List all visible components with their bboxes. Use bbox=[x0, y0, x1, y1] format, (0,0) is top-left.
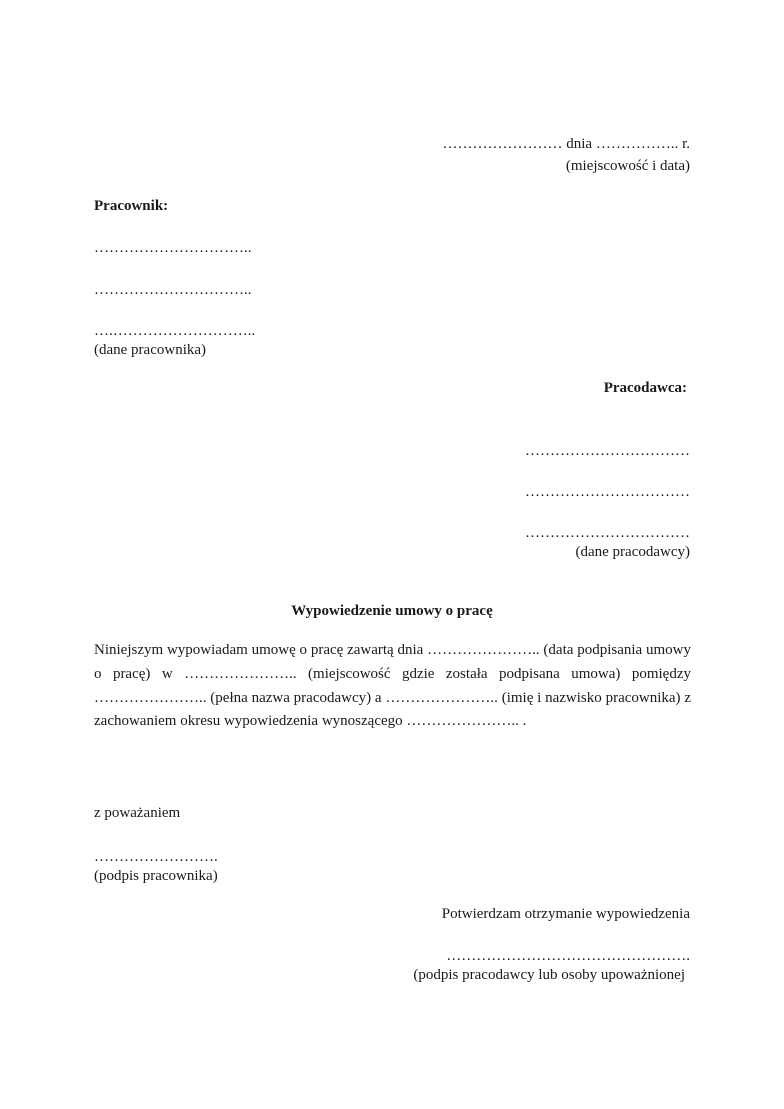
employer-signature-caption: (podpis pracodawcy lub osoby upoważnionej bbox=[413, 967, 685, 983]
employee-heading: Pracownik: bbox=[94, 198, 169, 214]
employee-line-3: ….……………………….. bbox=[94, 323, 256, 339]
employee-caption: (dane pracownika) bbox=[94, 342, 207, 358]
employee-line-2: ………………………….. bbox=[94, 282, 252, 298]
place-date-line: …………………… dnia …………….. r. bbox=[442, 136, 690, 152]
employee-line-1: ………………………….. bbox=[94, 240, 252, 256]
employer-line-3: …………………………… bbox=[525, 525, 690, 541]
place-date-caption: (miejscowość i data) bbox=[565, 158, 690, 174]
closing-greeting: z poważaniem bbox=[94, 805, 181, 821]
employee-signature-line: ……………………. bbox=[94, 849, 218, 865]
document-body: Niniejszym wypowiadam umowę o pracę zawartą dnia ………………….. (data podpisania umowy o pracę) w ………………….. (miejscowość gdzie została podpisana umowa) pomiędzy ………………….. (pełna nazwa pracodawcy) a ………………….. (imię i nazwisko pracownika) z zachowaniem okresu wypowiedzenia wynoszącego ………………….. . bbox=[94, 642, 691, 730]
employer-signature-line: …………………………………………. bbox=[446, 948, 690, 964]
document-title: Wypowiedzenie umowy o pracę bbox=[291, 603, 493, 619]
employee-signature-caption: (podpis pracownika) bbox=[94, 868, 218, 884]
employer-caption: (dane pracodawcy) bbox=[575, 544, 690, 560]
confirmation-text: Potwierdzam otrzymanie wypowiedzenia bbox=[441, 906, 690, 922]
employer-line-1: …………………………… bbox=[525, 443, 690, 459]
employer-line-2: …………………………… bbox=[525, 484, 690, 500]
employer-heading: Pracodawca: bbox=[603, 380, 687, 396]
